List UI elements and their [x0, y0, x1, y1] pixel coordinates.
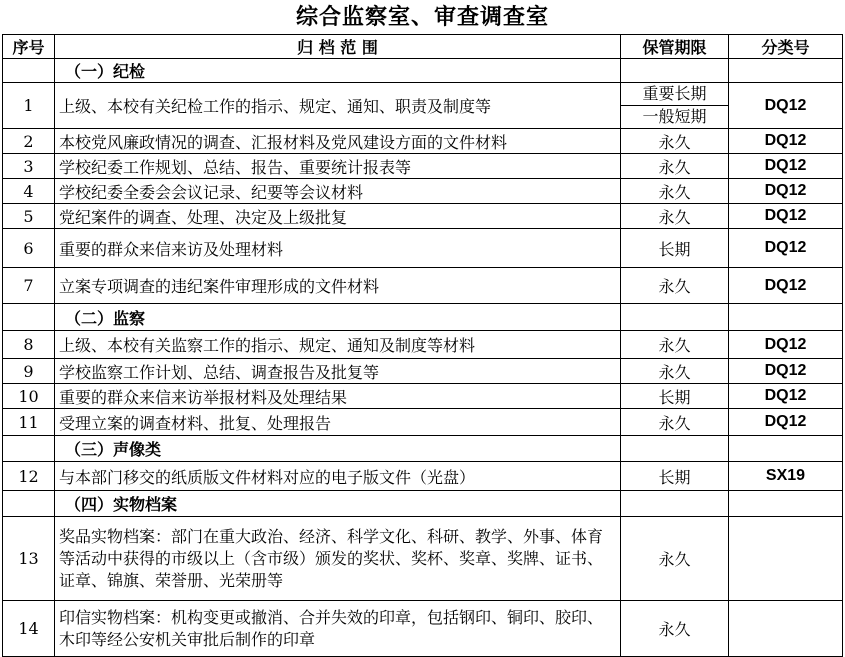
- row-scope: 重要的群众来信来访举报材料及处理结果: [55, 384, 621, 409]
- row-term-general: 一般短期: [621, 105, 728, 128]
- row-scope: 学校监察工作计划、总结、调查报告及批复等: [55, 359, 621, 384]
- row-class: DQ12: [729, 204, 843, 229]
- row-scope: 受理立案的调查材料、批复、处理报告: [55, 409, 621, 436]
- row-scope: 与本部门移交的纸质版文件材料对应的电子版文件（光盘）: [55, 462, 621, 491]
- table-row: [3, 179, 843, 204]
- row-scope: 立案专项调查的违纪案件审理形成的文件材料: [55, 268, 621, 304]
- archive-table: [2, 34, 843, 657]
- table-row: [3, 462, 843, 491]
- row-no: 6: [3, 229, 55, 268]
- section-row: [3, 304, 843, 331]
- section-row: [3, 436, 843, 462]
- header-no: 序号: [3, 35, 55, 59]
- row-scope: 奖品实物档案：部门在重大政治、经济、科学文化、科研、教学、外事、体育等活动中获得的市级以上（含市级）颁发的奖状、奖杯、奖章、奖牌、证书、证章、锦旗、荣誉册、光荣册等: [55, 517, 621, 601]
- row-no: 2: [3, 129, 55, 154]
- row-no: 1: [3, 83, 55, 129]
- table-row: [3, 409, 843, 436]
- row-class: DQ12: [729, 409, 843, 436]
- row-class: DQ12: [729, 268, 843, 304]
- row-scope: 上级、本校有关监察工作的指示、规定、通知及制度等材料: [55, 331, 621, 359]
- row-class: [729, 517, 843, 601]
- table-row: [3, 129, 843, 154]
- table-row: [3, 331, 843, 359]
- row-term: 长期: [621, 229, 729, 268]
- header-term: 保管期限: [621, 35, 729, 59]
- table-row: [3, 83, 843, 129]
- header-scope: 归 档 范 围: [55, 35, 621, 59]
- row-no: 7: [3, 268, 55, 304]
- header-class: 分类号: [729, 35, 843, 59]
- row-scope: 上级、本校有关纪检工作的指示、规定、通知、职责及制度等: [55, 83, 621, 129]
- table-row: [3, 359, 843, 384]
- table-row: [3, 154, 843, 179]
- row-no: 8: [3, 331, 55, 359]
- row-class: DQ12: [729, 83, 843, 129]
- row-no: 5: [3, 204, 55, 229]
- row-class: DQ12: [729, 229, 843, 268]
- section-title: （二）监察: [55, 304, 621, 331]
- table-row: [3, 268, 843, 304]
- row-term-important: 重要长期: [642, 84, 707, 103]
- row-term: 永久: [621, 331, 729, 359]
- row-no: 9: [3, 359, 55, 384]
- row-no: 14: [3, 601, 55, 657]
- table-row: [3, 517, 843, 601]
- row-term: 永久: [621, 129, 729, 154]
- row-no: 13: [3, 517, 55, 601]
- row-scope: 学校纪委全委会会议记录、纪要等会议材料: [55, 179, 621, 204]
- row-term: 永久: [621, 517, 729, 601]
- row-term: 永久: [621, 204, 729, 229]
- header-row: [3, 35, 843, 59]
- row-term: 永久: [621, 268, 729, 304]
- section-row: [3, 491, 843, 517]
- row-no: 3: [3, 154, 55, 179]
- table-row: [3, 229, 843, 268]
- table-row: [3, 601, 843, 657]
- row-term: 永久: [621, 601, 729, 657]
- row-class: SX19: [729, 462, 843, 491]
- row-term: 永久: [621, 409, 729, 436]
- row-term: [621, 83, 729, 129]
- row-no: 11: [3, 409, 55, 436]
- row-term: 长期: [621, 384, 729, 409]
- row-no: 12: [3, 462, 55, 491]
- section-title: （四）实物档案: [55, 491, 621, 517]
- row-no: 4: [3, 179, 55, 204]
- table-row: [3, 204, 843, 229]
- row-term: 永久: [621, 154, 729, 179]
- page-title: 综合监察室、审查调查室: [295, 4, 549, 30]
- row-class: DQ12: [729, 154, 843, 179]
- row-class: [729, 601, 843, 657]
- row-scope: 重要的群众来信来访及处理材料: [55, 229, 621, 268]
- section-title: （一）纪检: [55, 59, 621, 83]
- row-term: 长期: [621, 462, 729, 491]
- row-term: 永久: [621, 179, 729, 204]
- section-row: [3, 59, 843, 83]
- row-class: DQ12: [729, 179, 843, 204]
- table-row: [3, 384, 843, 409]
- row-scope: 印信实物档案：机构变更或撤消、合并失效的印章，包括钢印、铜印、胶印、木印等经公安机关审批后制作的印章: [55, 601, 621, 657]
- row-no: 10: [3, 384, 55, 409]
- section-title: （三）声像类: [55, 436, 621, 462]
- row-class: DQ12: [729, 359, 843, 384]
- row-class: DQ12: [729, 331, 843, 359]
- row-term: 永久: [621, 359, 729, 384]
- row-scope: 学校纪委工作规划、总结、报告、重要统计报表等: [55, 154, 621, 179]
- row-class: DQ12: [729, 129, 843, 154]
- row-scope: 本校党风廉政情况的调查、汇报材料及党风建设方面的文件材料: [55, 129, 621, 154]
- row-scope: 党纪案件的调查、处理、决定及上级批复: [55, 204, 621, 229]
- row-class: DQ12: [729, 384, 843, 409]
